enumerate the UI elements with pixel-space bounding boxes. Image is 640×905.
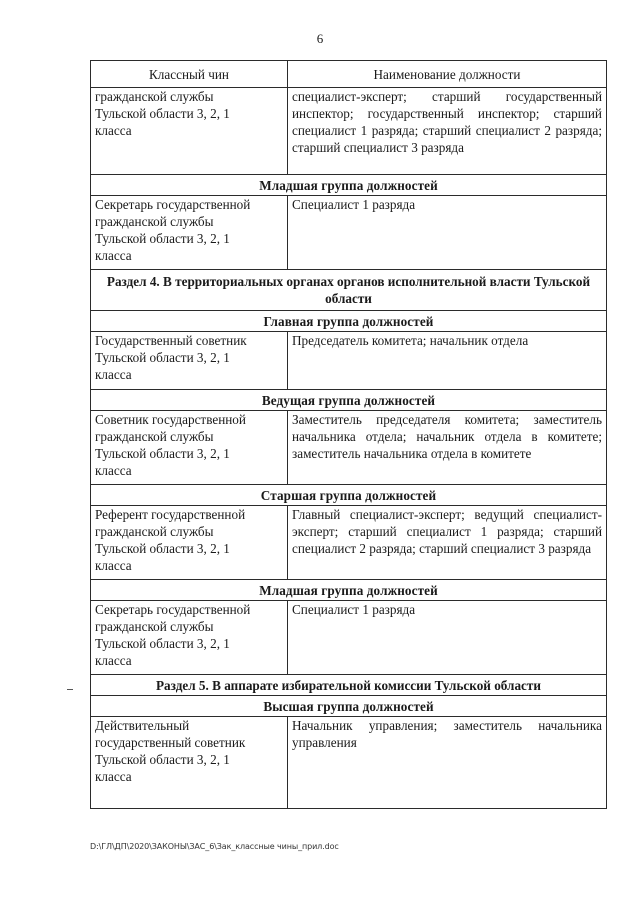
class-rank-line: класса — [95, 558, 132, 573]
page-number: 6 — [316, 31, 324, 46]
class-rank-line: класса — [95, 248, 132, 263]
group-heading: Старшая группа должностей — [91, 485, 607, 506]
table-row — [91, 601, 607, 675]
class-rank-line: Тульской области 3, 2, 1 — [95, 752, 230, 767]
table-row — [91, 196, 607, 270]
position-names-cell: Специалист 1 разряда — [288, 601, 607, 675]
header-class-rank: Классный чин — [91, 61, 288, 88]
class-rank-line: Тульской области 3, 2, 1 — [95, 636, 230, 651]
section-heading: Раздел 4. В территориальных органах органов исполнительной власти Тульской области — [91, 270, 607, 311]
class-rank-line: класса — [95, 367, 132, 382]
table-row — [91, 506, 607, 580]
table-row — [91, 332, 607, 390]
class-rank-cell — [91, 196, 288, 270]
section-heading-row — [91, 675, 607, 696]
class-rank-line: Советник государственной — [95, 412, 246, 427]
class-rank-line: Тульской области 3, 2, 1 — [95, 541, 230, 556]
class-rank-cell — [91, 601, 288, 675]
group-heading-row — [91, 696, 607, 717]
class-rank-line: Тульской области 3, 2, 1 — [95, 231, 230, 246]
group-heading: Младшая группа должностей — [91, 175, 607, 196]
class-rank-line: класса — [95, 463, 132, 478]
margin-mark — [67, 689, 73, 690]
class-rank-line: Тульской области 3, 2, 1 — [95, 106, 230, 121]
position-names-cell: Главный специалист-эксперт; ведущий специалист-эксперт; старший специалист 1 разряда; старший специалист 2 разряда; старший специалист 3 разряда — [288, 506, 607, 580]
position-names-cell: Специалист 1 разряда — [288, 196, 607, 270]
table-row — [91, 88, 607, 175]
group-heading-row — [91, 311, 607, 332]
class-rank-line: Секретарь государственной — [95, 197, 251, 212]
group-heading: Высшая группа должностей — [91, 696, 607, 717]
position-names-cell: Заместитель председателя комитета; заместитель начальника отдела; начальник отдела в комитете; заместитель начальника отдела в комитете — [288, 411, 607, 485]
class-rank-line: государственный советник — [95, 735, 246, 750]
group-heading-row — [91, 485, 607, 506]
class-rank-line: класса — [95, 123, 132, 138]
class-rank-line: гражданской службы — [95, 429, 214, 444]
class-rank-line: класса — [95, 653, 132, 668]
group-heading-row — [91, 390, 607, 411]
class-rank-line: гражданской службы — [95, 214, 214, 229]
header-position-name: Наименование должности — [288, 61, 607, 88]
class-rank-line: гражданской службы — [95, 524, 214, 539]
class-rank-line: Действительный — [95, 718, 190, 733]
class-rank-line: гражданской службы — [95, 619, 214, 634]
class-rank-cell — [91, 332, 288, 390]
file-path-footer: D:\ГЛ\ДП\2020\ЗАКОНЫ\ЗАС_6\Зак_классные чины_прил.doc — [90, 842, 339, 851]
group-heading-row — [91, 175, 607, 196]
table-header-row — [91, 61, 607, 88]
class-rank-line: Тульской области 3, 2, 1 — [95, 446, 230, 461]
position-names-cell: специалист-эксперт; старший государственный инспектор; государственный инспектор; старший специалист 1 разряда; старший специалист 2 разряда; старший специалист 3 разряда — [288, 88, 607, 175]
position-names-cell: Начальник управления; заместитель начальника управления — [288, 717, 607, 809]
class-rank-line: Тульской области 3, 2, 1 — [95, 350, 230, 365]
class-rank-cell — [91, 717, 288, 809]
class-rank-cell — [91, 506, 288, 580]
class-rank-line: класса — [95, 769, 132, 784]
table-row — [91, 411, 607, 485]
group-heading-row — [91, 580, 607, 601]
group-heading: Главная группа должностей — [91, 311, 607, 332]
group-heading: Младшая группа должностей — [91, 580, 607, 601]
class-rank-line: Государственный советник — [95, 333, 247, 348]
class-rank-cell — [91, 88, 288, 175]
section-heading: Раздел 5. В аппарате избирательной комиссии Тульской области — [91, 675, 607, 696]
class-ranks-table — [90, 60, 607, 809]
section-heading-row — [91, 270, 607, 311]
group-heading: Ведущая группа должностей — [91, 390, 607, 411]
class-rank-cell — [91, 411, 288, 485]
class-rank-line: гражданской службы — [95, 89, 214, 104]
class-rank-line: Секретарь государственной — [95, 602, 251, 617]
position-names-cell: Председатель комитета; начальник отдела — [288, 332, 607, 390]
class-rank-line: Референт государственной — [95, 507, 246, 522]
table-body — [91, 88, 607, 809]
table-row — [91, 717, 607, 809]
